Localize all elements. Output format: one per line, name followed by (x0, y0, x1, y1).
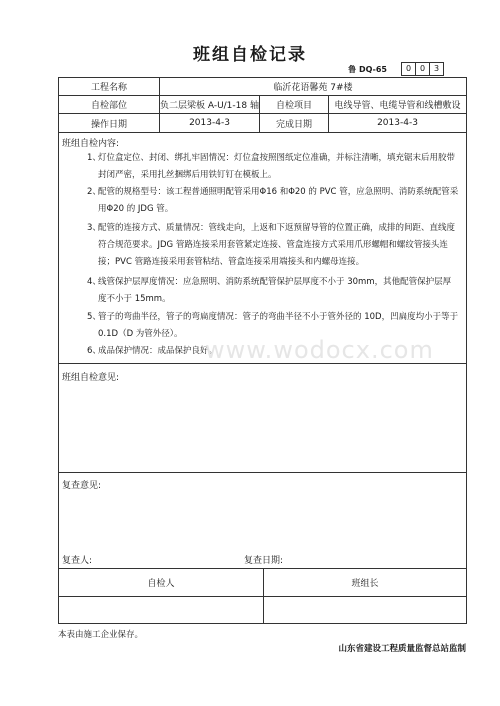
signature-blank-row (59, 597, 466, 623)
footnote: 本表由施工企业保存。 (58, 630, 144, 640)
form-code (348, 62, 444, 76)
content-item (87, 220, 459, 271)
item-text: 配管的规格型号：该工程普通照明配管采用Φ16 和Φ20 的 PVC 管，应急照明、消防系统配管采用Φ20 的 JDG 管。 (98, 187, 459, 214)
content-item (87, 184, 459, 218)
part-label: 自检部位 (90, 101, 127, 111)
item-value: 电线导管、电缆导管和线槽敷设 (328, 96, 466, 113)
project-row (59, 78, 466, 96)
form-code-digit: 0 (415, 62, 429, 76)
recheck-section (59, 473, 466, 569)
item-number: 4、 (87, 277, 101, 287)
item-number: 6、 (87, 346, 101, 356)
page-title: 班组自检记录 (193, 45, 307, 65)
done-date-label: 完成日期 (259, 114, 328, 132)
form-code-digit: 3 (429, 62, 444, 76)
inspector-signature (59, 597, 263, 623)
op-date-value: 2013-4-3 (159, 114, 259, 132)
item-text: 灯位盒定位、封闭、绑扎牢固情况：灯位盒按照图纸定位准确，并标注清晰，填充锯末后用胶带封闭严密，采用扎丝捆绑后用铁钉钉在模板上。 (98, 153, 456, 180)
project-label: 工程名称 (90, 83, 127, 93)
leader-signature (263, 597, 466, 623)
recheck-date-label: 复查日期: (244, 556, 284, 566)
item-number: 3、 (87, 223, 101, 233)
signature-row (59, 569, 466, 597)
content-item (87, 274, 459, 308)
inspector-label: 自检人 (147, 579, 175, 589)
item-number: 5、 (87, 312, 101, 322)
item-text: 线管保护层厚度情况：应急照明、消防系统配管保护层厚度不小于 30mm，其他配管保护层厚度不小于 15mm。 (98, 277, 452, 304)
opinion-label: 班组自检意见: (62, 373, 120, 383)
opinion-section (59, 364, 466, 473)
recheck-person-label: 复查人: (62, 556, 93, 566)
watermark: www.wodocx.com (205, 336, 434, 364)
item-label: 自检项目 (259, 96, 328, 113)
leader-label: 班组长 (263, 569, 466, 596)
date-row (59, 114, 466, 133)
item-number: 1、 (87, 153, 101, 163)
recheck-label: 复查意见: (62, 481, 102, 491)
item-text: 成品保护情况：成品保护良好。 (98, 346, 218, 356)
project-value: 临沂花语馨苑 7#楼 (159, 78, 466, 95)
form-code-label: 鲁 DQ-65 (348, 64, 387, 74)
content-heading: 班组自检内容: (62, 139, 120, 149)
item-number: 2、 (87, 187, 101, 197)
op-date-label: 操作日期 (90, 119, 127, 130)
item-text: 管子的弯曲半径，管子的弯扁度情况：管子的弯曲半径不小于管外径的 10D，凹扁度均小于等于 0.1D（D 为管外径）。 (98, 312, 459, 339)
content-item (87, 150, 459, 184)
supervising-org: 山东省建设工程质量监督总站监制 (338, 644, 466, 654)
item-text: 配管的连接方式、质量情况：管线走向，上返和下返预留导管的位置正确，成排的间距、直线度符合规范要求。JDG 管路连接采用套管紧定连接、管盒连接方式采用爪形螺帽和螺纹管接头连接；PVC 管路连接采用套管粘结、管盒连接采用端接头和内螺母连接。 (98, 223, 456, 267)
part-value: 负二层梁板 A-U/1-18 轴 (159, 96, 259, 113)
form-code-digit: 0 (401, 62, 415, 76)
content-section (59, 133, 466, 364)
part-row (59, 96, 466, 114)
done-date-value: 2013-4-3 (328, 114, 466, 132)
